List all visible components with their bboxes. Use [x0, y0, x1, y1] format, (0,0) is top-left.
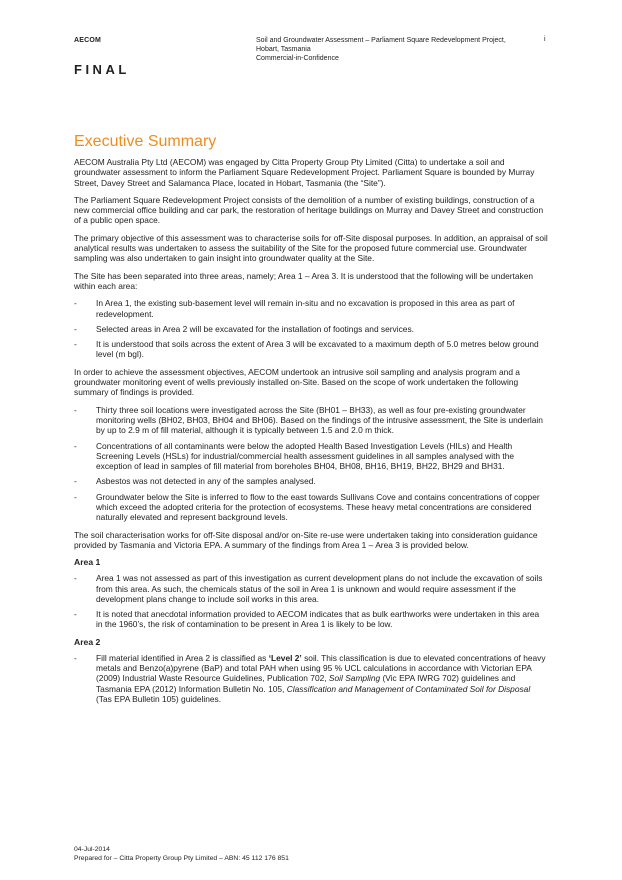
- list-item-text: Groundwater below the Site is inferred to flow to the east towards Sullivans Cove and contains concentrations of copper which exceed the adopted criteria for the protection of ecosystems. These heavy metal concentrations are considered naturally elevated and represent background levels.: [96, 491, 540, 523]
- list-item: [74, 298, 548, 319]
- area-2-heading: Area 2: [74, 636, 101, 647]
- header-company: AECOM: [74, 37, 102, 44]
- list-item-text: [96, 653, 546, 704]
- classification-level: ‘Level 2’: [268, 652, 302, 663]
- bullet-dash: -: [74, 491, 77, 502]
- header-title-line: Hobart, Tasmania: [256, 46, 311, 53]
- list-item-text: Asbestos was not detected in any of the samples analysed.: [96, 476, 316, 487]
- bullet-dash: -: [74, 652, 77, 663]
- publication-title: Soil Sampling: [328, 673, 381, 684]
- area-1-list: [74, 573, 548, 629]
- list-item: [74, 476, 548, 486]
- paragraph: In order to achieve the assessment objectives, AECOM undertook an intrusive soil sampling and analysis program and a groundwater monitoring event of wells previously installed on-Site. Based on the scope of work undertaken the following summary of findings is provided.: [74, 366, 520, 398]
- bullet-dash: -: [74, 323, 77, 334]
- paragraph: The primary objective of this assessment was to characterise soils for off-Site disposal purposes. In addition, an appraisal of soil analytical results was undertaken to assess the suitability of the Site for the proposed future commercial use. Groundwater sampling was also undertaken to gain insight into groundwater quality at the Site.: [74, 232, 548, 264]
- bullet-dash: -: [74, 298, 77, 309]
- list-item-text: Concentrations of all contaminants were below the adopted Health Based Investigation Levels (HILs) and Health Screening Levels (HSLs) for industrial/commercial health assessment guidelines in all samples analysed with the exception of lead in samples of fill material from boreholes BH04, BH08, BH16, BH19, BH22, BH29 and BH31.: [96, 440, 515, 472]
- text-run: soil. This classification is due to elevated concentrations of heavy metals and Benzo(a)pyrene (BaP) and total PAH when using 95 % UCL calculations in accordance with Victorian EPA (2009) Industrial Waste Resource Guidelines, Publication 702,: [96, 652, 546, 684]
- text-run: (Tas EPA Bulletin 105) guidelines.: [96, 693, 222, 704]
- bullet-dash: -: [74, 440, 77, 451]
- header-title-line: Soil and Groundwater Assessment – Parliament Square Redevelopment Project,: [256, 37, 506, 44]
- section-title: Executive Summary: [74, 133, 217, 150]
- list-item: [74, 653, 548, 704]
- bullet-dash: -: [74, 609, 77, 620]
- list-item: [74, 492, 548, 523]
- area-2-list: [74, 653, 548, 704]
- footer-prepared-for: Prepared for – Citta Property Group Pty Limited – ABN: 45 112 176 851: [74, 854, 289, 862]
- findings-list: [74, 405, 548, 523]
- paragraph: The soil characterisation works for off-Site disposal and/or on-Site re-use were undertaken taking into consideration guidance provided by Tasmania and Victoria EPA. A summary of the findings from Area 1 – Area 3 is provided below.: [74, 529, 538, 550]
- list-item-text: In Area 1, the existing sub-basement level will remain in-situ and no excavation is proposed in this area as part of redevelopment.: [96, 298, 515, 319]
- list-item: [74, 573, 548, 604]
- text-run: Fill material identified in Area 2 is classified as: [96, 652, 269, 663]
- list-item: [74, 405, 548, 436]
- header-title-line: Commercial-in-Confidence: [256, 55, 339, 62]
- header-document-title: [256, 36, 536, 63]
- list-item-text: Selected areas in Area 2 will be excavated for the installation of footings and services.: [96, 323, 414, 334]
- area-1-heading: Area 1: [74, 557, 101, 568]
- page-number: i: [544, 36, 546, 43]
- footer-date: 04-Jul-2014: [74, 846, 110, 853]
- list-item: [74, 324, 548, 334]
- paragraph: The Parliament Square Redevelopment Project consists of the demolition of a number of existing buildings, construction of a new commercial office building and car park, the restoration of heritage buildings on Murray and Davey Street and construction of a public open space.: [74, 194, 544, 226]
- area-plan-list: [74, 298, 548, 359]
- list-item-text: Thirty three soil locations were investigated across the Site (BH01 – BH33), as well as four pre-existing groundwater monitoring wells (BH02, BH03, BH04 and BH06). Based on the findings of the intrusive assessment, the Site is underlain by up to 2.9 m of fill material, although it is typically between 1.5 and 2.0 m thick.: [96, 404, 543, 436]
- list-item: [74, 441, 548, 472]
- executive-summary-section: [74, 133, 548, 711]
- list-item-text: Area 1 was not assessed as part of this investigation as current development plans do not include the excavation of soils from this area. As such, the chemicals status of the soil in Area 1 is unknown and would require assessment if the development plans change to include soil works in this area.: [96, 573, 543, 604]
- paragraph: The Site has been separated into three areas, namely; Area 1 – Area 3. It is understood that the following will be undertaken within each area:: [74, 270, 534, 291]
- list-item: [74, 609, 548, 630]
- page-footer: [74, 846, 289, 863]
- bullet-dash: -: [74, 573, 77, 584]
- document-status: FINAL: [74, 62, 130, 77]
- list-item: [74, 339, 548, 360]
- text-run: (Vic EPA IWRG 702) guidelines and Tasmania EPA (2012) Information Bulletin No. 105,: [96, 673, 516, 694]
- bullet-dash: -: [74, 476, 77, 487]
- publication-title: Classification and Management of Contaminated Soil for Disposal: [286, 683, 531, 694]
- list-item-text: It is noted that anecdotal information provided to AECOM indicates that as bulk earthworks were undertaken in this area in the 1960’s, the risk of contamination to be present in Area 1 is likely to be low.: [96, 609, 540, 630]
- bullet-dash: -: [74, 404, 77, 415]
- bullet-dash: -: [74, 339, 77, 350]
- list-item-text: It is understood that soils across the extent of Area 3 will be excavated to a maximum depth of 5.0 metres below ground level (m bgl).: [96, 339, 539, 360]
- paragraph: AECOM Australia Pty Ltd (AECOM) was engaged by Citta Property Group Pty Limited (Citta) to undertake a soil and groundwater assessment to inform the Parliament Square Redevelopment Project. Parliament Square is bounded by Murray Street, Davey Street and Salamanca Place, located in Hobart, Tasmania (the “Site”).: [74, 157, 535, 188]
